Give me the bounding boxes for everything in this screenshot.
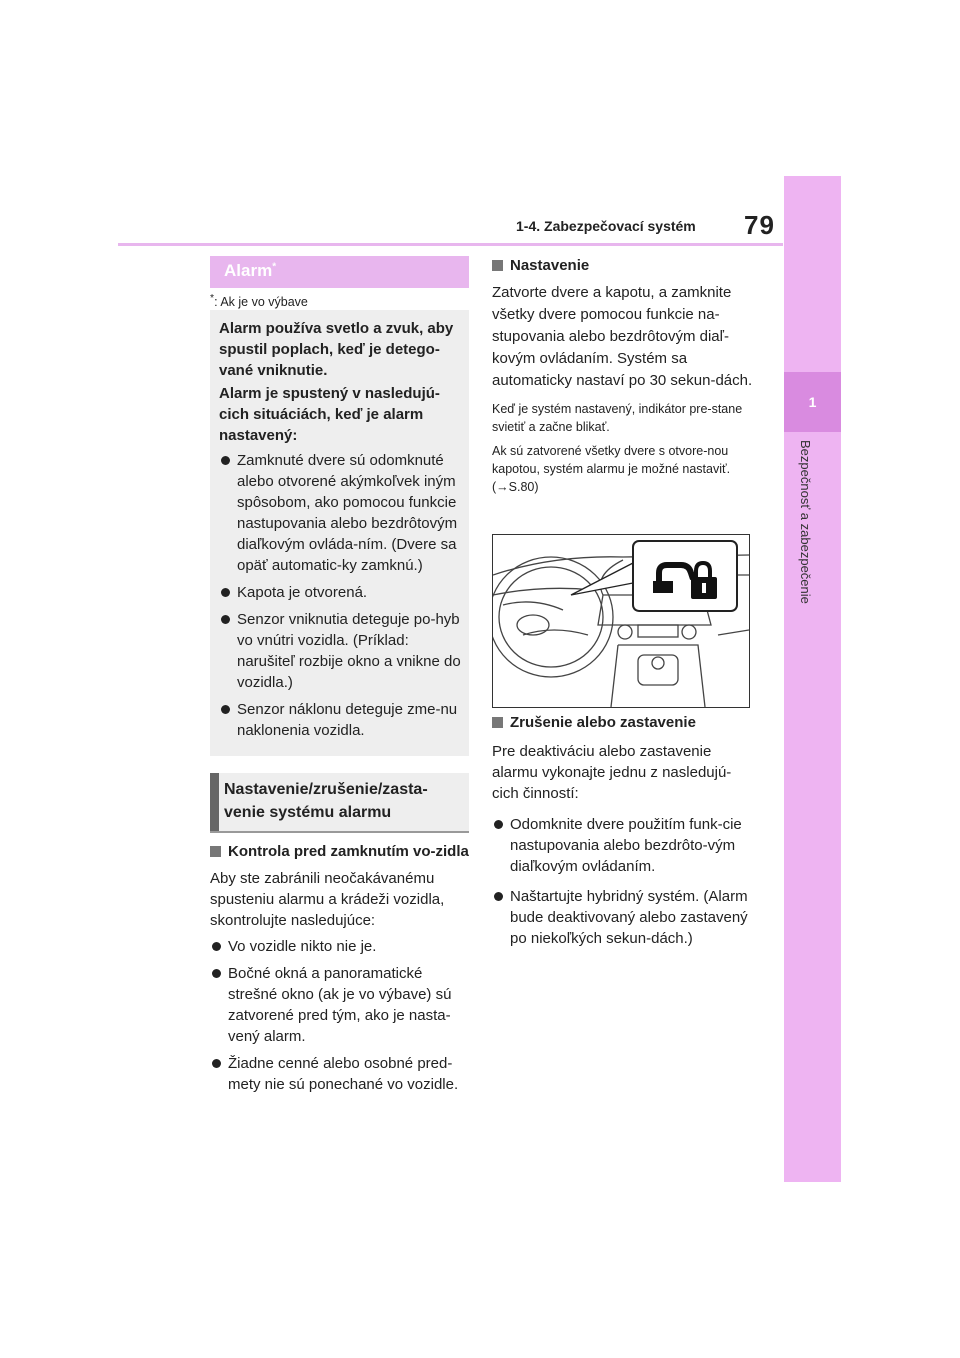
square-bullet-icon	[210, 846, 221, 857]
check-intro: Aby ste zabránili neočakávanému spusteniu alarmu a krádeži vozidla, skontrolujte nasledujúce:	[210, 870, 445, 929]
chapter-title	[798, 440, 828, 700]
bullet-icon	[494, 892, 503, 901]
section-heading-alarm	[210, 256, 469, 288]
footnote-text: : Ak je vo výbave	[214, 295, 308, 310]
list-item: Odomknite dvere použitím funk-cie nastupovania alebo bezdrôto-vým diaľkovým ovládaním.	[492, 814, 754, 877]
list-item: Senzor vniknutia deteguje po-hyb vo vnútri vozidla. (Príklad: narušiteľ rozbije okno a vnikne do vozidla.)	[219, 609, 465, 693]
chapter-number: 1	[784, 372, 841, 432]
alarm-title: Alarm	[224, 261, 273, 280]
bullet-icon	[212, 1059, 221, 1068]
dashboard-illustration	[492, 534, 750, 708]
bullet-icon	[221, 705, 230, 714]
bullet-icon	[221, 615, 230, 624]
list-item: Vo vozidle nikto nie je.	[210, 936, 470, 957]
note-indicator: Keď je systém nastavený, indikátor pre-stane svietiť a začne blikať.	[492, 402, 743, 434]
section-heading-setting	[210, 773, 469, 833]
check-list	[210, 936, 470, 1095]
alarm-title-asterisk: *	[272, 261, 277, 273]
check-heading: Kontrola pred zamknutím vo-zidla	[210, 841, 470, 862]
cancel-text: Pre deaktiváciu alebo zastavenie alarmu vykonajte jednu z nasledujú-cich činností:	[492, 743, 732, 802]
check-section	[210, 841, 470, 1101]
footnote-asterisk: *	[210, 293, 215, 304]
square-bullet-icon	[492, 260, 503, 271]
intro-paragraph: Alarm je spustený v nasledujú-cich situáciách, keď je alarm nastavený:	[219, 385, 440, 444]
note-hood: Ak sú zatvorené všetky dvere s otvore-nou kapotou, systém alarmu je možné nastaviť. (→S.80)	[492, 444, 731, 494]
alarm-intro	[219, 318, 465, 448]
intro-paragraph: Alarm používa svetlo a zvuk, aby spustil poplach, keď je detego-vané vniknutie.	[219, 320, 454, 379]
bullet-icon	[494, 820, 503, 829]
bullet-icon	[221, 456, 230, 465]
section-title: 1-4. Zabezpečovací systém	[516, 218, 696, 234]
trigger-list	[219, 450, 465, 747]
setting-heading: Nastavenie	[492, 255, 754, 276]
list-item: Naštartujte hybridný systém. (Alarm bude deaktivovaný alebo zastavený po niekoľkých sekun-dách.)	[492, 886, 754, 949]
alarm-info-box	[210, 310, 469, 756]
section-heading-text: Nastavenie/zrušenie/zasta-venie systému alarmu	[224, 781, 428, 821]
setting-section	[492, 255, 754, 496]
header-divider	[118, 243, 783, 246]
chapter-title-text: Bezpečnosť a zabezpečenie	[798, 440, 813, 604]
cancel-section	[492, 712, 754, 955]
list-item: Kapota je otvorená.	[219, 582, 465, 603]
list-item: Zamknuté dvere sú odomknuté alebo otvorené akýmkoľvek iným spôsobom, ako pomocou funkcie nastupovania alebo bezdrôtovým diaľkovým ovláda-ním. (Dvere sa opäť automatic-ky zamknú.)	[219, 450, 465, 576]
setting-text: Zatvorte dvere a kapotu, a zamknite všetky dvere pomocou funkcie na-stupovania alebo bezdrôtovým diaľ-kovým ovládaním. Systém sa automaticky nastaví po 30 sekun-dách.	[492, 284, 753, 389]
cancel-list	[492, 814, 754, 949]
bullet-icon	[212, 969, 221, 978]
list-item: Senzor náklonu deteguje zme-nu naklonenia vozidla.	[219, 699, 465, 741]
dashboard-drawing	[493, 535, 749, 707]
availability-footnote	[210, 293, 308, 309]
square-bullet-icon	[492, 717, 503, 728]
bullet-icon	[212, 942, 221, 951]
list-item: Žiadne cenné alebo osobné pred-mety nie sú ponechané vo vozidle.	[210, 1053, 470, 1095]
list-item: Bočné okná a panoramatické strešné okno (ak je vo výbave) sú zatvorené pred tým, ako je nasta-vený alarm.	[210, 963, 470, 1047]
cancel-heading: Zrušenie alebo zastavenie	[492, 712, 754, 733]
bullet-icon	[221, 588, 230, 597]
page-number: 79	[744, 210, 775, 240]
